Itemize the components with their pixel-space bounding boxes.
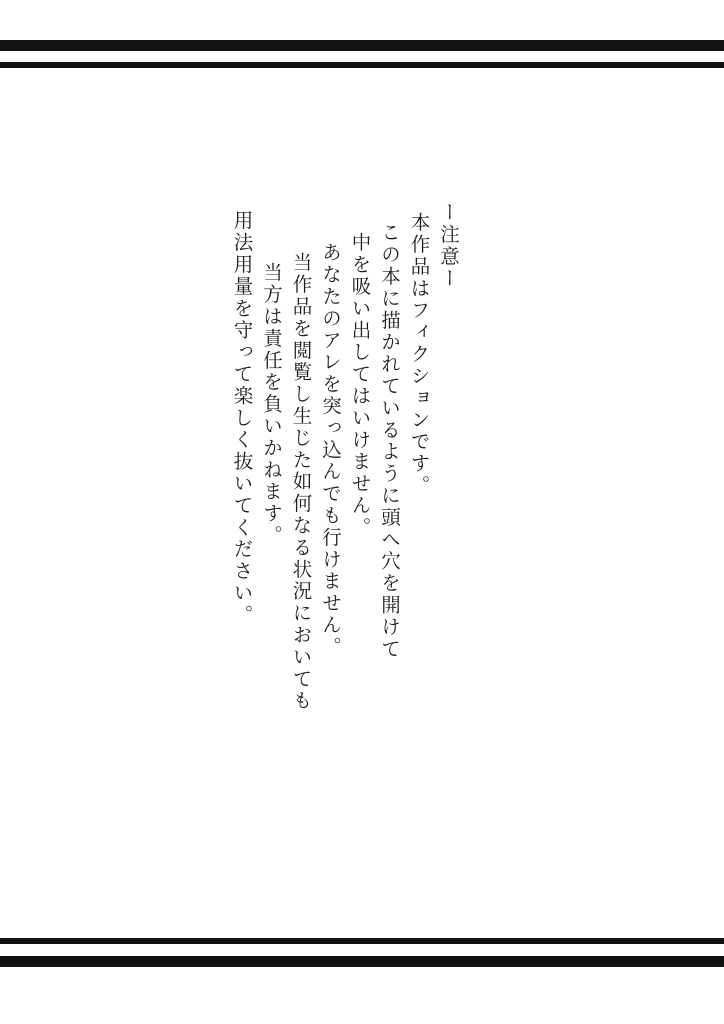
notice-column-8: 用法用量を守って楽しく抜いてください。 [230,210,252,627]
notice-column-6: 当作品を閲覧し生じた如何なる状況においても [289,252,311,712]
top-thin-rule [0,62,724,68]
bottom-thick-rule [0,956,724,967]
notice-column-3: この本に描かれているように頭へ穴を開けて [378,222,399,660]
notice-text-block [222,196,462,756]
notice-column-4: 中を吸い出してはいけません。 [348,232,370,539]
bottom-thin-rule [0,938,724,944]
notice-column-5: あなたのアレを突っ込んでも行けません。 [319,242,340,659]
notice-column-2: 本作品はフィクションです。 [407,212,429,497]
notice-column-7: 当方は責任を負いかねます。 [260,262,281,547]
top-thick-rule [0,40,724,51]
notice-column-1: ー注意ー [437,202,458,290]
